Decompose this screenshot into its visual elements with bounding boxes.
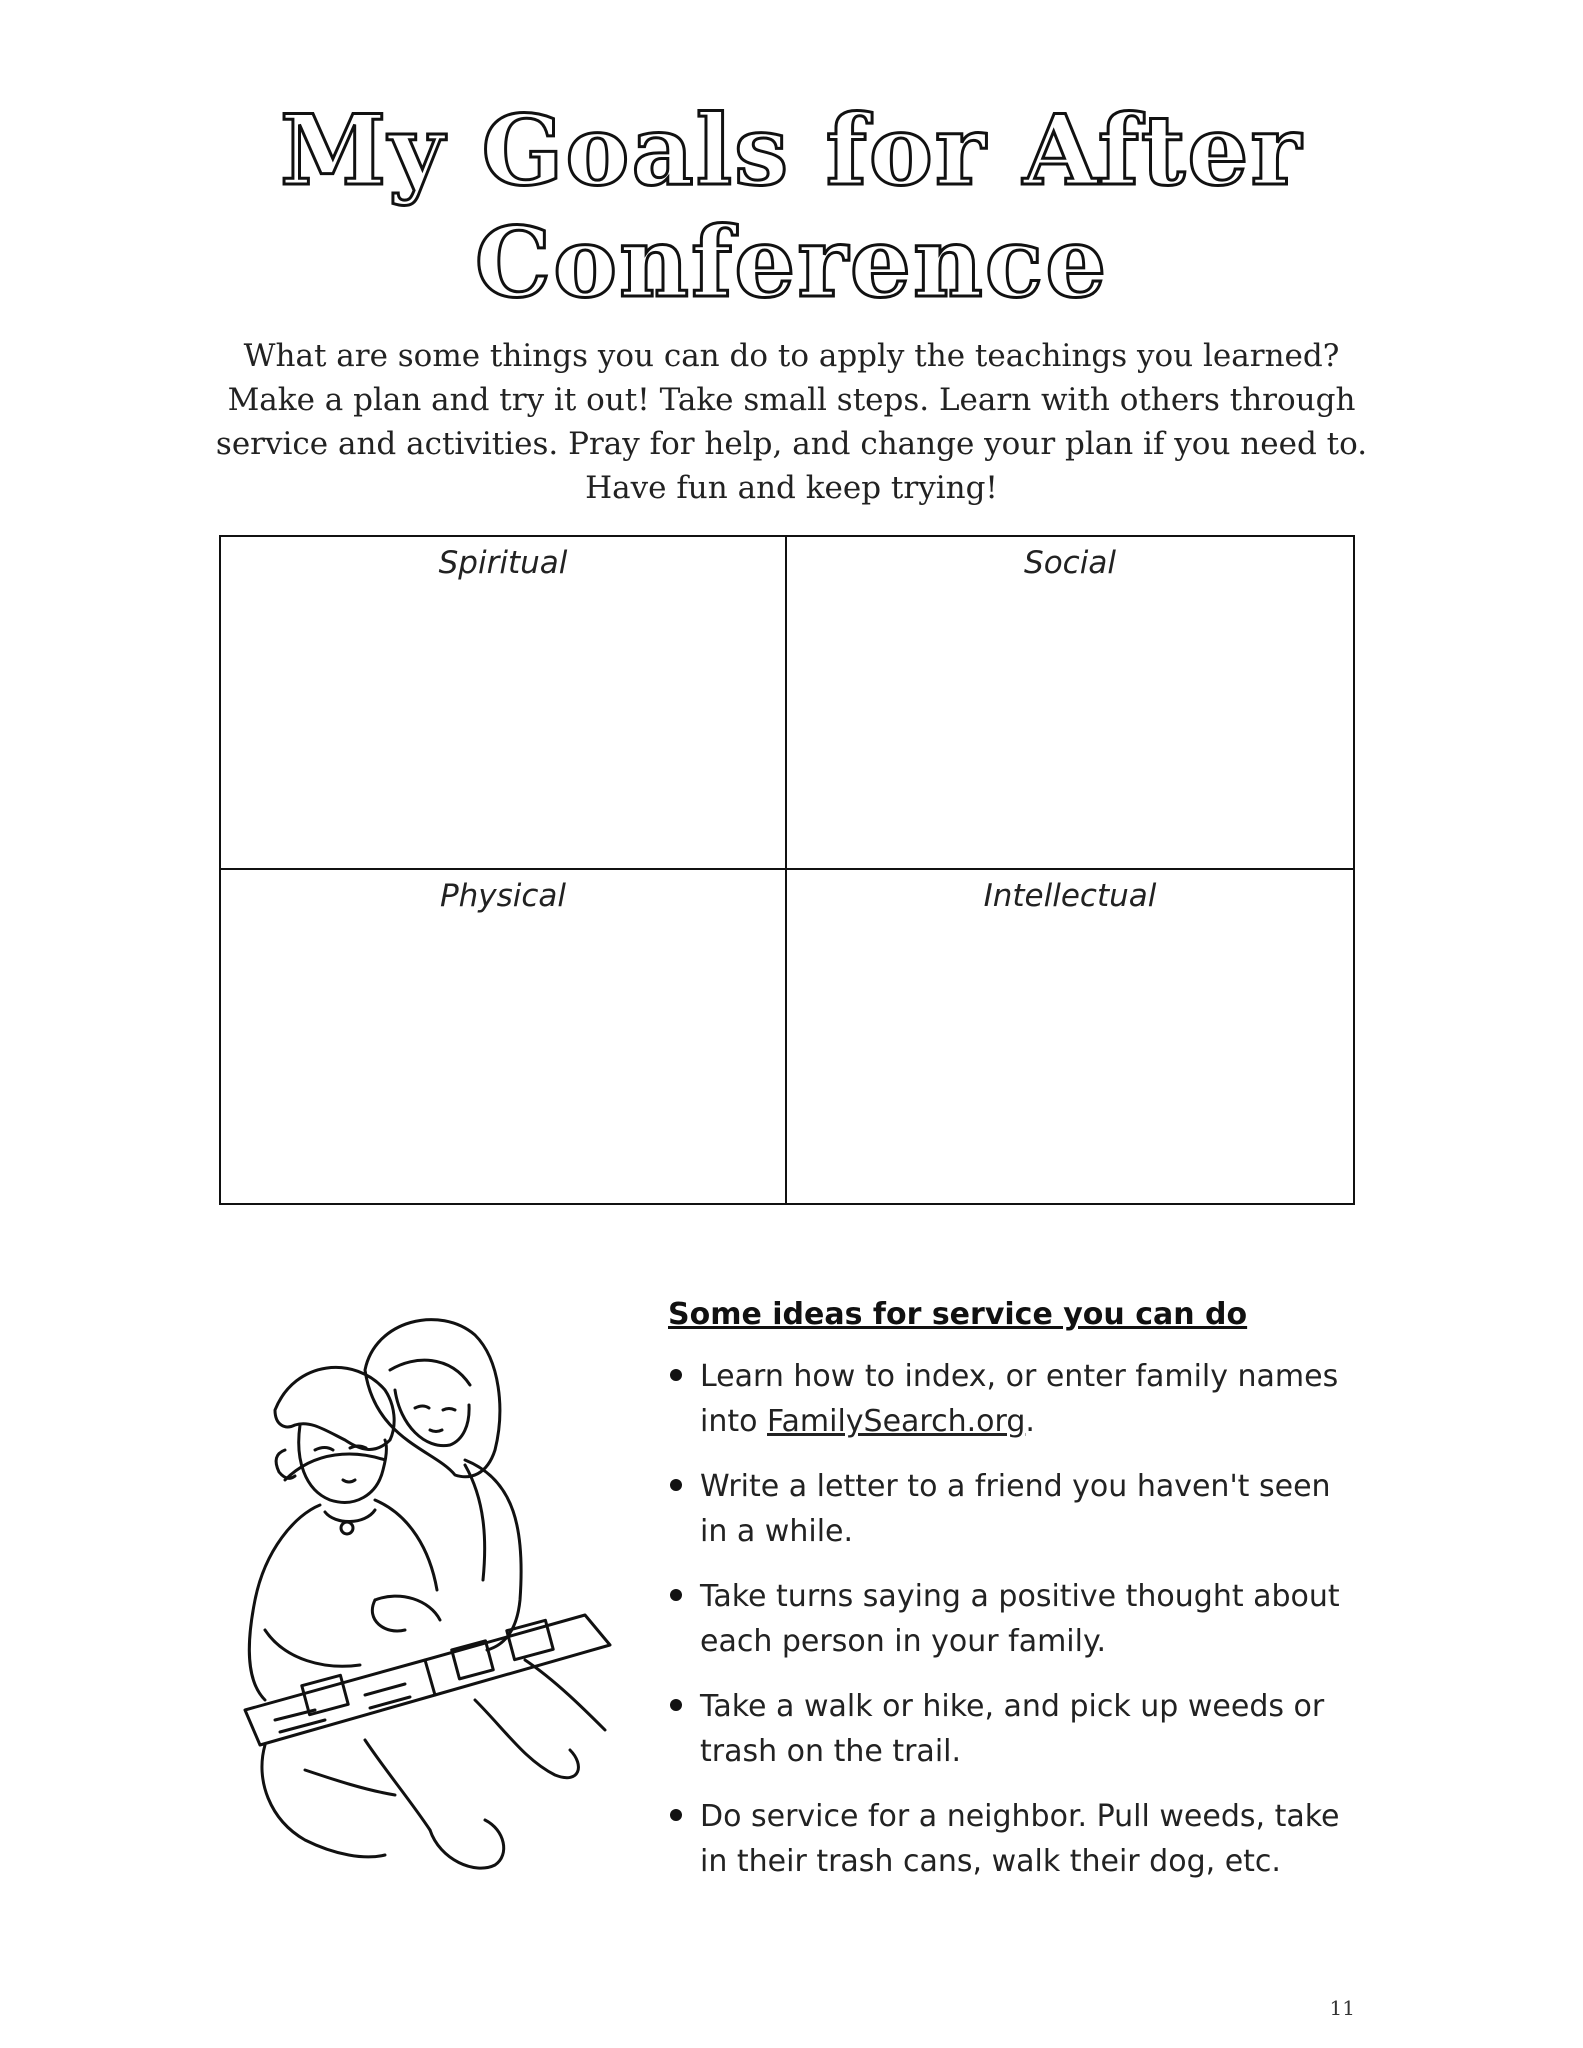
intro-line-2: Make a plan and try it out! Take small steps. Learn with others through [227,382,1356,418]
service-ideas-section [662,1297,1362,1904]
goal-cell-label: Intellectual [983,878,1157,914]
list-item-text: Learn how to index, or enter family names into [700,1359,1339,1439]
goal-cell-label: Physical [439,878,567,914]
bullet-icon [670,1589,682,1601]
bullet-icon [670,1369,682,1381]
page-title-line-2: Conference [474,206,1109,319]
page-title-line-1: My Goals for After [279,94,1304,207]
list-item-text: Take turns saying a positive thought about each person in your family. [700,1579,1340,1659]
bullet-icon [670,1699,682,1711]
service-ideas-list [662,1354,1362,1884]
page-number: 11 [1329,1996,1355,2020]
list-item [662,1684,1362,1774]
intro-paragraph [200,334,1383,510]
goal-cell-spiritual[interactable] [221,537,787,870]
intro-line-3: service and activities. Pray for help, and change your plan if you need to. [215,426,1368,462]
intro-line-1: What are some things you can do to apply the teachings you learned? [243,338,1340,374]
goal-cell-physical[interactable] [221,870,787,1203]
bullet-icon [670,1809,682,1821]
intro-line-4: Have fun and keep trying! [585,470,998,506]
list-item-text: Write a letter to a friend you haven't seen in a while. [700,1469,1331,1549]
goals-grid [219,535,1355,1205]
page-title [0,95,1583,319]
list-item-text: Do service for a neighbor. Pull weeds, take in their trash cans, walk their dog, etc. [700,1799,1340,1879]
goal-cell-label: Spiritual [438,545,568,581]
goal-cell-social[interactable] [787,537,1353,870]
children-reading-book-drawing [225,1300,635,1880]
list-item [662,1354,1362,1444]
list-item [662,1574,1362,1664]
list-item [662,1794,1362,1884]
goal-cell-label: Social [1024,545,1116,581]
service-ideas-heading: Some ideas for service you can do [668,1297,1248,1332]
familysearch-link[interactable]: FamilySearch.org [767,1404,1026,1439]
goal-cell-intellectual[interactable] [787,870,1353,1203]
list-item [662,1464,1362,1554]
bullet-icon [670,1479,682,1491]
list-item-text: Take a walk or hike, and pick up weeds or trash on the trail. [700,1689,1325,1769]
list-item-text: . [1025,1404,1035,1439]
